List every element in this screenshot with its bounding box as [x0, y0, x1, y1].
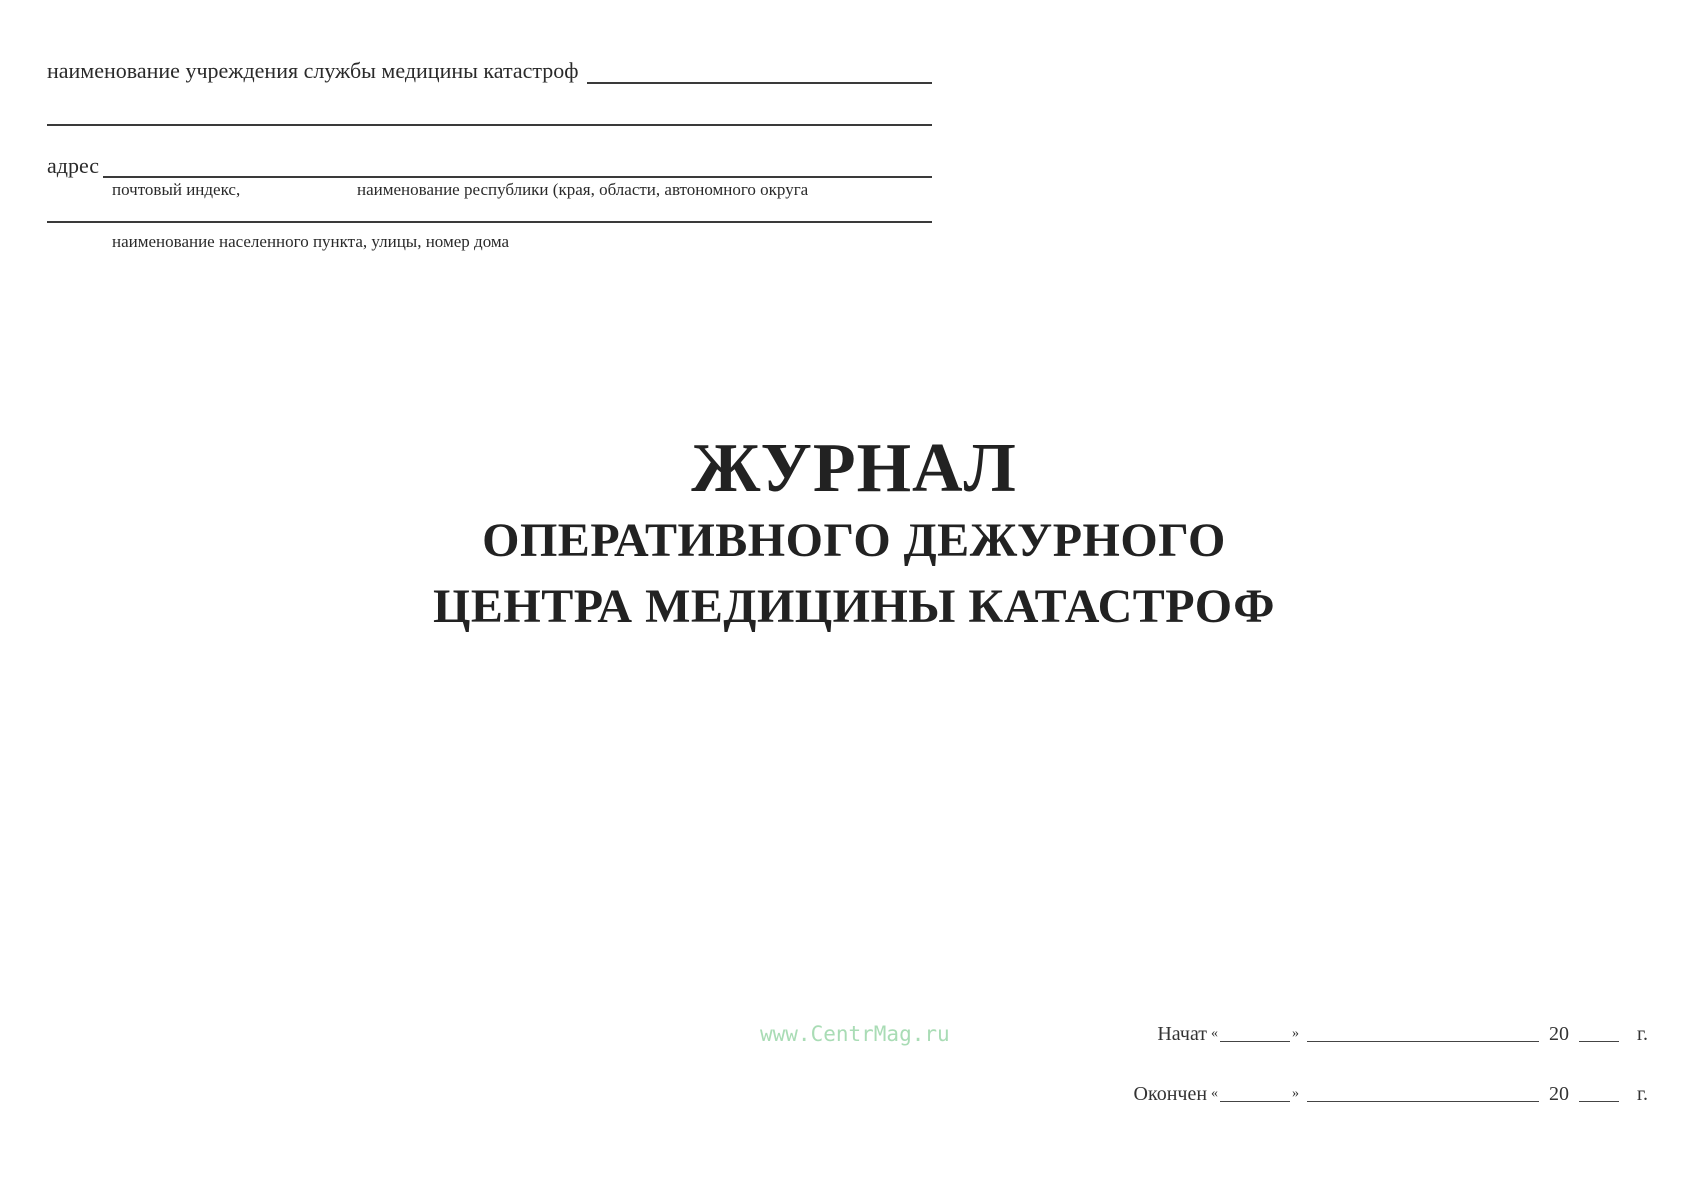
- caption-postal-index: почтовый индекс,: [112, 180, 241, 199]
- caption-region: наименование республики (края, области, автономного округа: [357, 180, 809, 199]
- date-ended-row: [1134, 1084, 1648, 1104]
- ended-month-blank: [1307, 1101, 1539, 1102]
- watermark: www.CentrMag.ru: [760, 1022, 950, 1046]
- quote-close: »: [1292, 1086, 1300, 1101]
- title-line-1: ОПЕРАТИВНОГО ДЕЖУРНОГО: [482, 514, 1226, 567]
- title-line-2: ЦЕНТРА МЕДИЦИНЫ КАТАСТРОФ: [433, 580, 1275, 633]
- address-row: [47, 148, 932, 178]
- address-fill-line: [103, 176, 932, 178]
- ended-year-suffix: г.: [1637, 1083, 1648, 1105]
- caption-locality: наименование населенного пункта, улицы, номер дома: [112, 232, 510, 251]
- address-label: адрес: [47, 153, 100, 178]
- address-captions: [47, 181, 932, 205]
- ended-label: Окончен: [1133, 1083, 1208, 1105]
- started-month-blank: [1307, 1041, 1539, 1042]
- institution-extra-line: [47, 124, 932, 126]
- header-form: [47, 50, 932, 250]
- started-label: Начат: [1157, 1023, 1208, 1045]
- ended-day-blank: [1220, 1101, 1290, 1102]
- quote-open: «: [1211, 1026, 1219, 1041]
- quote-close: »: [1292, 1026, 1300, 1041]
- started-year-blank: [1579, 1041, 1619, 1042]
- date-started-row: [1157, 1024, 1648, 1044]
- started-century: 20: [1549, 1023, 1570, 1045]
- journal-title: [0, 430, 1708, 640]
- started-day-blank: [1220, 1041, 1290, 1042]
- ended-century: 20: [1549, 1083, 1570, 1105]
- ended-year-blank: [1579, 1101, 1619, 1102]
- institution-row: [47, 50, 932, 84]
- quote-open: «: [1211, 1086, 1219, 1101]
- title-main: ЖУРНАЛ: [691, 430, 1017, 507]
- locality-fill-line: [47, 221, 932, 223]
- started-year-suffix: г.: [1637, 1023, 1648, 1045]
- institution-label: наименование учреждения службы медицины катастроф: [47, 58, 579, 83]
- institution-fill-line: [587, 82, 932, 84]
